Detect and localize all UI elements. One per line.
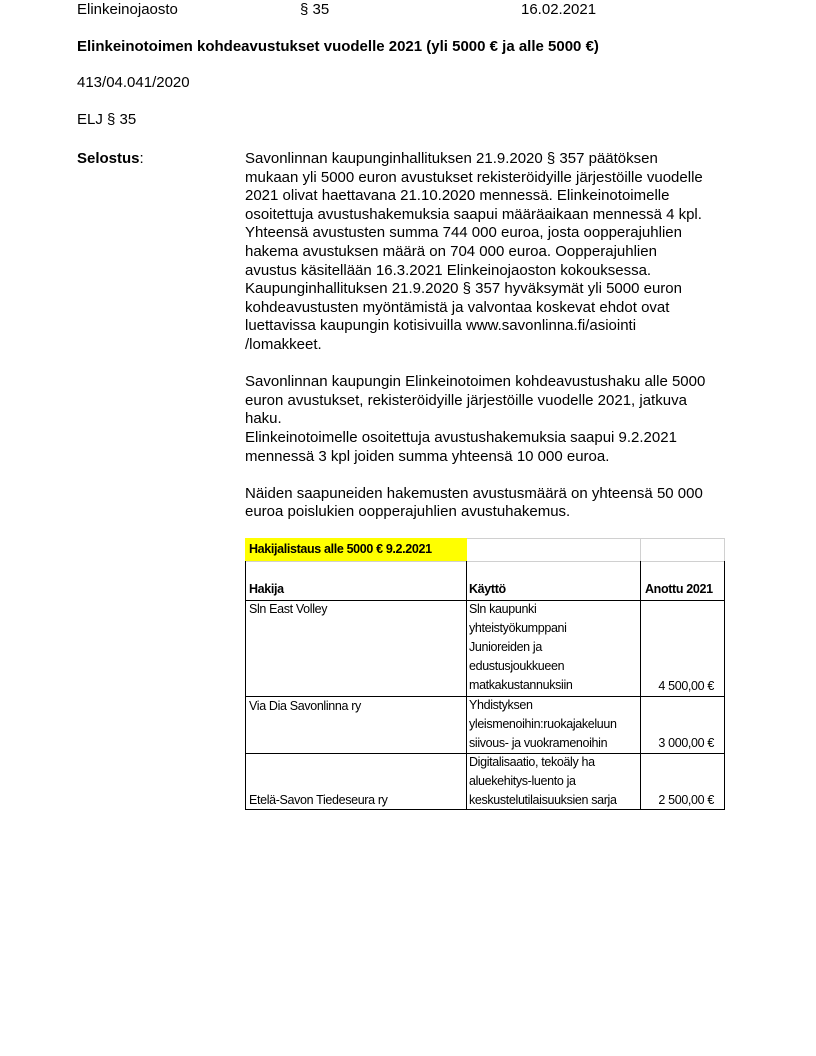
document-title: Elinkeinotoimen kohdeavustukset vuodelle 2021 (yli 5000 € ja alle 5000 €) bbox=[77, 38, 599, 55]
selostus-label-row bbox=[77, 150, 144, 168]
table-gridline bbox=[640, 538, 641, 561]
row-3-amount: 2 500,00 € bbox=[658, 793, 714, 807]
header-kaytto: Käyttö bbox=[469, 582, 506, 596]
row-3-applicant: Etelä-Savon Tiedeseura ry bbox=[249, 793, 388, 807]
elj-reference: ELJ § 35 bbox=[77, 111, 137, 128]
row-3-use: Digitalisaatio, tekoäly ha aluekehitys-luento ja keskustelutilaisuuksien sarja bbox=[469, 755, 617, 807]
header-date: 16.02.2021 bbox=[521, 1, 597, 18]
header-hakija: Hakija bbox=[249, 582, 284, 596]
header-anottu: Anottu 2021 bbox=[645, 582, 713, 596]
table-border bbox=[466, 561, 467, 810]
table-gridline bbox=[245, 561, 725, 562]
paragraph-3: Näiden saapuneiden hakemusten avustusmäärä on yhteensä 50 000 euroa poislukien oopperajuhlien avustuhakemus. bbox=[245, 484, 703, 521]
table-border bbox=[245, 561, 246, 810]
paragraph-1: Savonlinnan kaupunginhallituksen 21.9.2020 § 357 päätöksen mukaan yli 5000 euron avustukset rekisteröidyille järjestöille vuodelle 2021 olivat haettavana 21.10.2020 mennessä. Elinkeinotoimelle osoitettuja avustushakemuksia saapui määräaikaan mennessä 4 kpl. Yhteensä avustusten summa 744 000 euroa, josta oopperajuhlien hakema avustuksen määrä on 704 000 euroa. Oopperajuhlien avustus käsitellään 16.3.2021 Elinkeinojaoston kokouksessa. Kaupunginhallituksen 21.9.2020 § 357 hyväksymät yli 5000 euron kohdeavustusten myöntämistä ja valvontaa koskevat ehdot ovat luettavissa kaupungin kotisivuilla www.savonlinna.fi/asiointi /lomakkeet. bbox=[245, 150, 703, 353]
header-section: § 35 bbox=[300, 1, 330, 18]
selostus-label: Selostus bbox=[77, 150, 140, 167]
applicant-table bbox=[245, 538, 725, 810]
selostus-body bbox=[245, 150, 745, 522]
paragraph-2: Savonlinnan kaupungin Elinkeinotoimen kohdeavustushaku alle 5000 euron avustukset, rekisteröidyille järjestöille vuodelle 2021, jatkuva haku. Elinkeinotoimelle osoitettuja avustushakemuksia saapui 9.2.2021 mennessä 3 kpl joiden summa yhteensä 10 000 euroa. bbox=[245, 373, 706, 465]
selostus-colon: : bbox=[139, 150, 144, 167]
table-gridline bbox=[724, 538, 725, 561]
header-body: Elinkeinojaosto bbox=[77, 1, 178, 18]
row-2-amount: 3 000,00 € bbox=[658, 736, 714, 750]
row-1-use: Sln kaupunki yhteistyökumppani Junioreiden ja edustusjoukkueen matkakustannuksiin bbox=[469, 602, 573, 692]
table-caption: Hakijalistaus alle 5000 € 9.2.2021 bbox=[245, 538, 467, 561]
row-2-use: Yhdistyksen yleismenoihin:ruokajakeluun siivous- ja vuokramenoihin bbox=[469, 698, 617, 750]
row-1-applicant: Sln East Volley bbox=[249, 602, 328, 616]
table-border bbox=[724, 561, 725, 810]
row-2-applicant: Via Dia Savonlinna ry bbox=[249, 699, 361, 713]
record-id: 413/04.041/2020 bbox=[77, 74, 190, 91]
row-1-amount: 4 500,00 € bbox=[658, 679, 714, 693]
